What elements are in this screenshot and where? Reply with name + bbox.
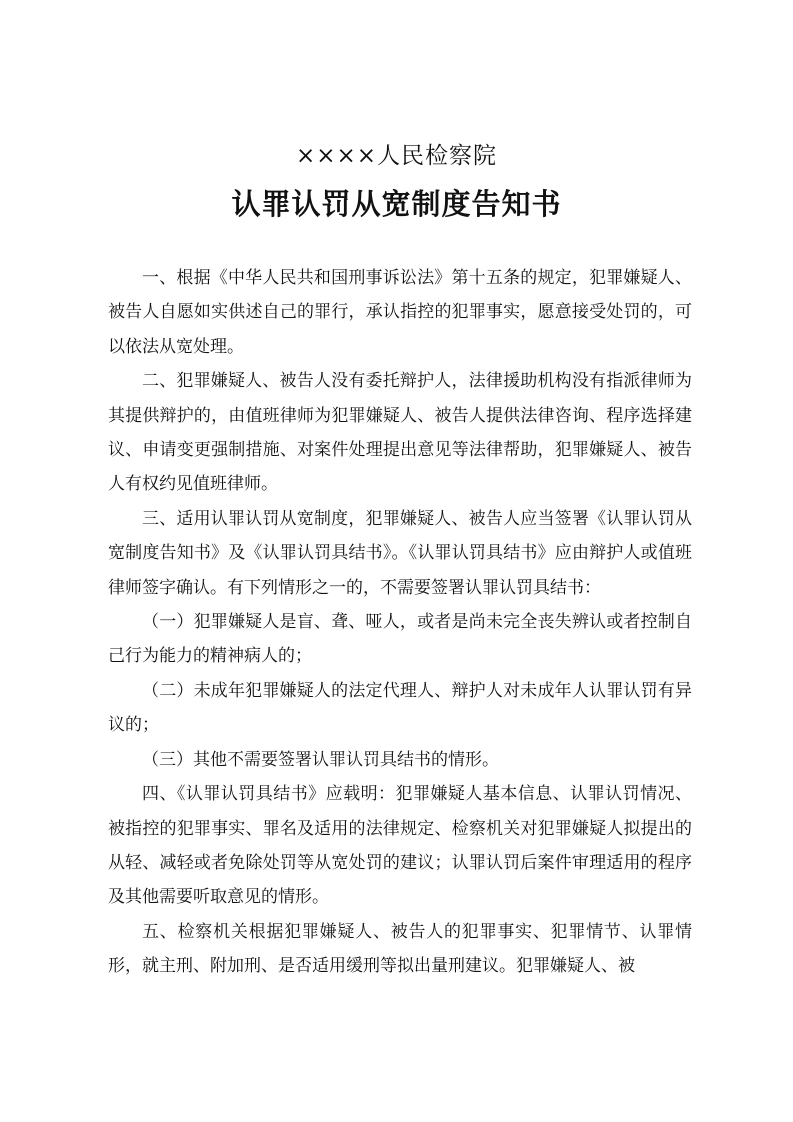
paragraph-3-item-2: （二）未成年犯罪嫌疑人的法定代理人、辩护人对未成年人认罪认罚有异议的； xyxy=(108,680,692,736)
paragraph-3-item-3: （三）其他不需要签署认罪认罚具结书的情形。 xyxy=(142,749,499,770)
paragraph-2: 二、犯罪嫌疑人、被告人没有委托辩护人，法律援助机构没有指派律师为其提供辩护的，由值班律师为犯罪嫌疑人、被告人提供法律咨询、程序选择建议、申请变更强制措施、对案件处理提出意见等法律帮助，犯罪嫌疑人、被告人有权约见值班律师。 xyxy=(108,371,692,495)
paragraph-3: 三、适用认罪认罚从宽制度，犯罪嫌疑人、被告人应当签署《认罪认罚从宽制度告知书》及《认罪认罚具结书》。《认罪认罚具结书》应由辩护人或值班律师签字确认。有下列情形之一的，不需要签署认罪认罚具结书： xyxy=(108,508,692,598)
paragraph-4: 四、《认罪认罚具结书》应载明：犯罪嫌疑人基本信息、认罪认罚情况、被指控的犯罪事实、罪名及适用的法律规定、检察机关对犯罪嫌疑人拟提出的从轻、减轻或者免除处罚等从宽处罚的建议；认罪认罚后案件审理适用的程序及其他需要听取意见的情形。 xyxy=(108,784,692,908)
paragraph-1: 一、根据《中华人民共和国刑事诉讼法》第十五条的规定，犯罪嫌疑人、被告人自愿如实供述自己的罪行，承认指控的犯罪事实，愿意接受处罚的，可以依法从宽处理。 xyxy=(108,268,692,357)
paragraph-5: 五、检察机关根据犯罪嫌疑人、被告人的犯罪事实、犯罪情节、认罪情形，就主刑、附加刑、是否适用缓刑等拟出量刑建议。犯罪嫌疑人、被 xyxy=(108,921,692,977)
document-title: 认罪认罚从宽制度告知书 xyxy=(231,187,562,221)
procuratorate-name: ××××人民检察院 xyxy=(295,143,498,169)
paragraph-3-item-1: （一）犯罪嫌疑人是盲、聋、哑人，或者是尚未完全丧失辨认或者控制自己行为能力的精神病人的； xyxy=(108,612,692,667)
document-body xyxy=(108,261,692,984)
